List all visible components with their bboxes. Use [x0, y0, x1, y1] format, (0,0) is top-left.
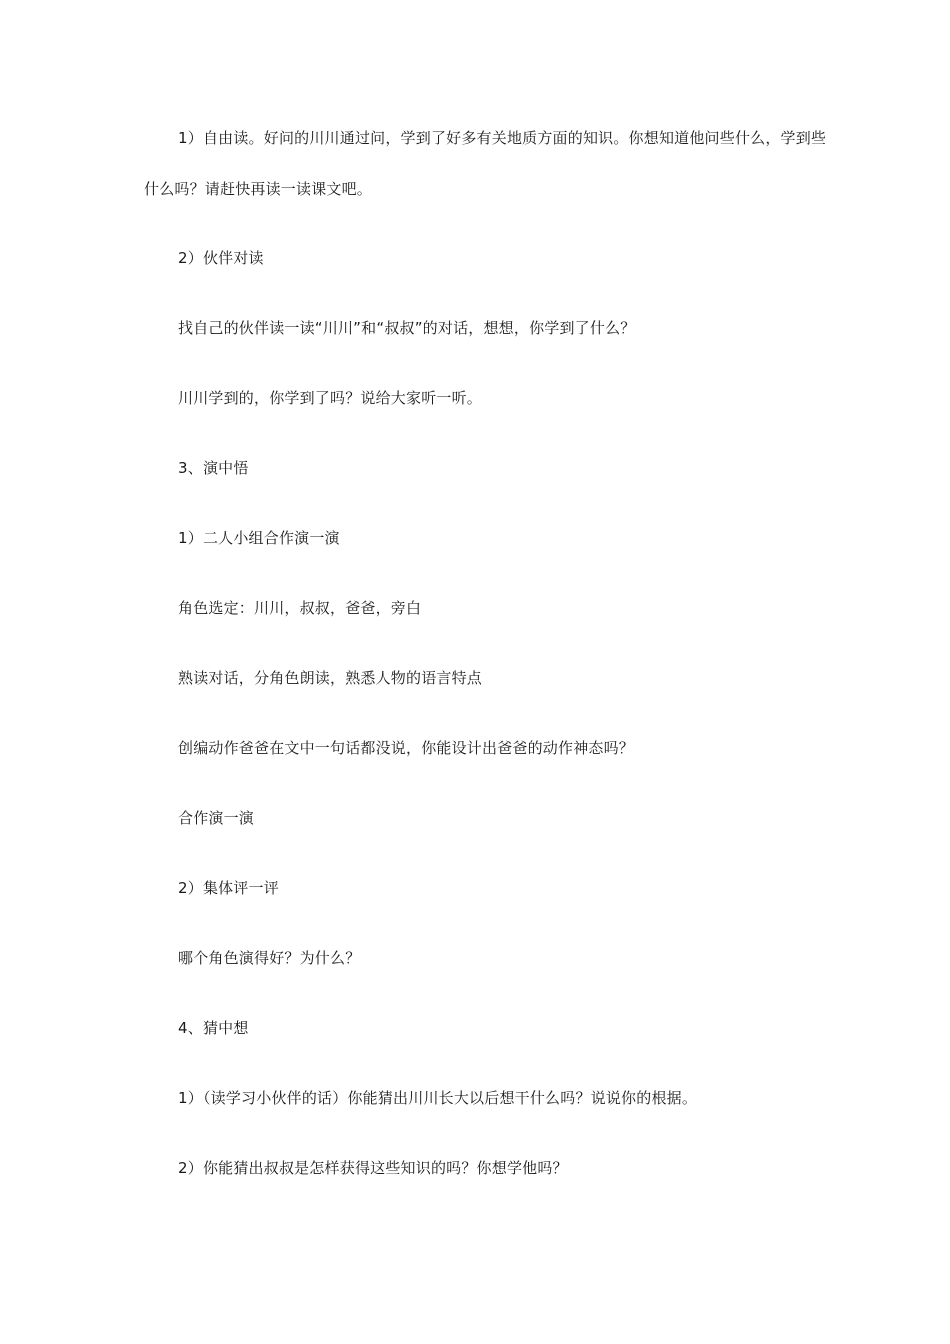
paragraph-read-dialogue: 熟读对话，分角色朗读，熟悉人物的语言特点	[178, 669, 483, 687]
paragraph-guess-future: 1）（读学习小伙伴的话）你能猜出川川长大以后想干什么吗？说说你的根据。	[178, 1089, 698, 1107]
paragraph-cooperate: 合作演一演	[178, 809, 255, 827]
paragraph-free-reading-continued: 什么吗？请赶快再读一读课文吧。	[144, 180, 373, 198]
section-heading-4: 4、猜中想	[178, 1019, 249, 1037]
paragraph-find-partner: 找自己的伙伴读一读“川川”和“叔叔”的对话，想想，你学到了什么？	[178, 319, 636, 337]
section-heading-3: 3、演中悟	[178, 459, 249, 477]
paragraph-guess-knowledge: 2）你能猜出叔叔是怎样获得这些知识的吗？你想学他吗？	[178, 1159, 568, 1177]
paragraph-group-review: 2）集体评一评	[178, 879, 279, 897]
paragraph-create-actions: 创编动作爸爸在文中一句话都没说，你能设计出爸爸的动作神态吗？	[178, 739, 635, 757]
paragraph-roles: 角色选定：川川，叔叔，爸爸，旁白	[178, 599, 422, 617]
paragraph-free-reading: 1）自由读。好问的川川通过问，学到了好多有关地质方面的知识。你想知道他问些什么，学到些	[178, 129, 827, 147]
paragraph-share: 川川学到的，你学到了吗？说给大家听一听。	[178, 389, 483, 407]
paragraph-which-role: 哪个角色演得好？为什么？	[178, 949, 361, 967]
paragraph-partner-reading: 2）伙伴对读	[178, 249, 264, 267]
paragraph-group-act: 1）二人小组合作演一演	[178, 529, 340, 547]
